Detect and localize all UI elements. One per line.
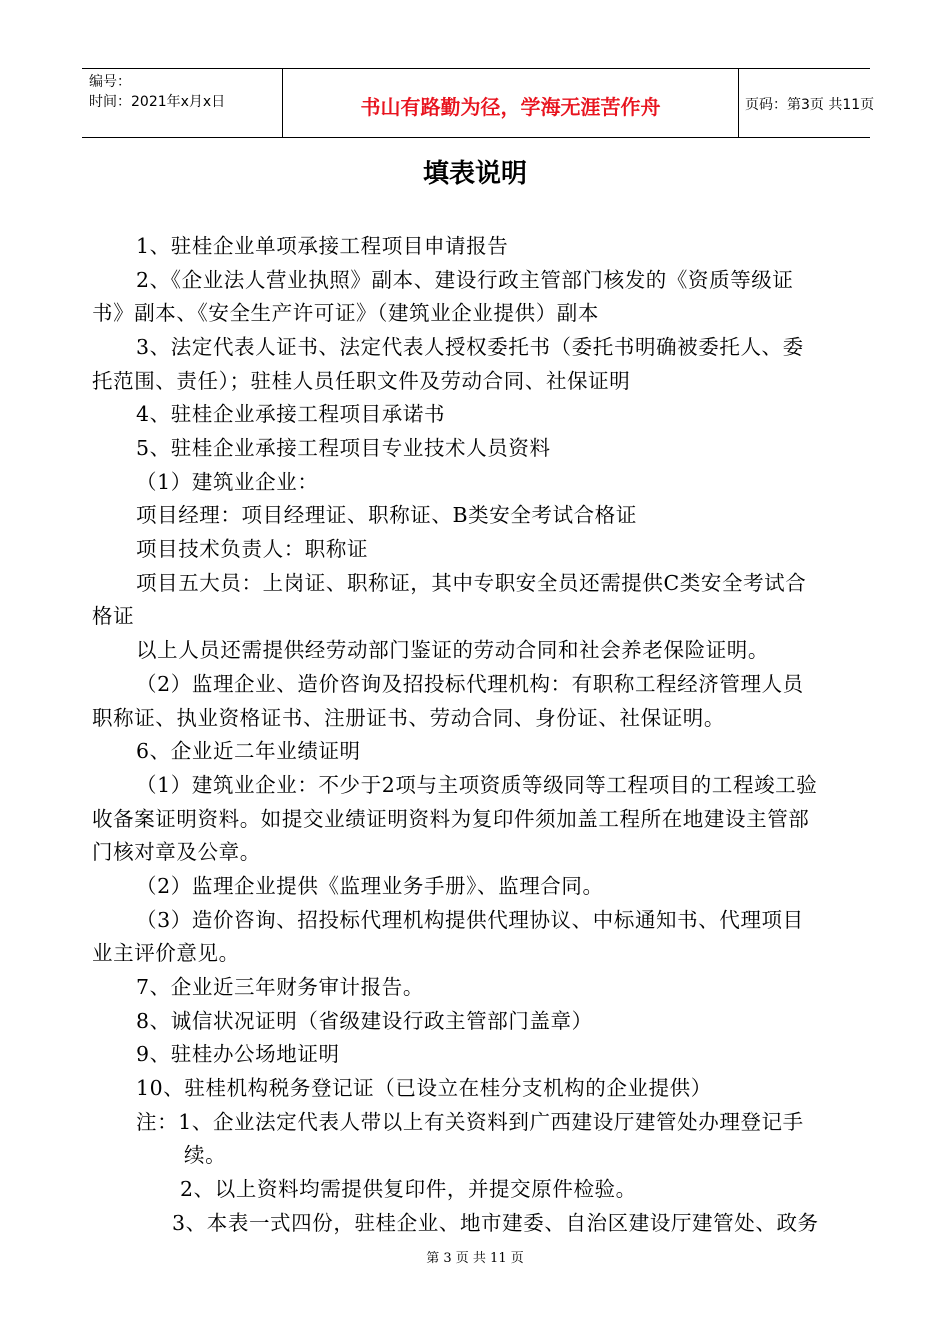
number-label: 编号：: [89, 74, 131, 90]
text-line: 6、企业近二年业绩证明: [136, 739, 361, 763]
text-line: 5、驻桂企业承接工程项目专业技术人员资料: [136, 436, 551, 460]
header-page-info: 页码：第3页 共11页: [745, 97, 875, 113]
text-line: （1）建筑业企业：: [136, 470, 319, 494]
text-line: 7、企业近三年财务审计报告。: [136, 975, 424, 999]
text-line: 2、《企业法人营业执照》副本、建设行政主管部门核发的《资质等级证: [136, 268, 794, 292]
text-line: 以上人员还需提供经劳动部门鉴证的劳动合同和社会养老保险证明。: [136, 638, 769, 662]
header-left-cell: [82, 69, 282, 137]
text-line: 收备案证明资料。如提交业绩证明资料为复印件须加盖工程所在地建设主管部: [92, 807, 810, 831]
header-middle-cell: [282, 69, 739, 137]
time-label: 时间：2021年x月x日: [89, 94, 226, 110]
text-line: 业主评价意见。: [92, 941, 240, 965]
text-line: （1）建筑业企业：不少于2项与主项资质等级同等工程项目的工程竣工验: [136, 773, 818, 797]
text-line: 项目技术负责人：职称证: [136, 537, 369, 561]
text-line: 3、本表一式四份，驻桂企业、地市建委、自治区建设厅建管处、政务: [172, 1211, 819, 1235]
text-line: 注：1、企业法定代表人带以上有关资料到广西建设厅建管处办理登记手: [136, 1110, 804, 1134]
text-line: （2）监理企业、造价咨询及招投标代理机构：有职称工程经济管理人员: [136, 672, 804, 696]
text-line: 职称证、执业资格证书、注册证书、劳动合同、身份证、社保证明。: [92, 706, 725, 730]
page-footer: 第 3 页 共 11 页: [426, 1251, 524, 1266]
text-line: 1、驻桂企业单项承接工程项目申请报告: [136, 234, 509, 258]
page-title: 填表说明: [422, 159, 527, 189]
text-line: 门核对章及公章。: [92, 840, 261, 864]
text-line: 项目五大员：上岗证、职称证，其中专职安全员还需提供C类安全考试合: [136, 571, 807, 595]
text-line: 8、诚信状况证明（省级建设行政主管部门盖章）: [136, 1009, 593, 1033]
text-line: 2、以上资料均需提供复印件，并提交原件检验。: [180, 1177, 637, 1201]
text-line: （3）造价咨询、招投标代理机构提供代理协议、中标通知书、代理项目: [136, 908, 804, 932]
text-line: 4、驻桂企业承接工程项目承诺书: [136, 402, 446, 426]
header-motto: 书山有路勤为径，学海无涯苦作舟: [360, 95, 661, 119]
header-right-cell: [737, 69, 875, 137]
text-line: （2）监理企业提供《监理业务手册》、监理合同。: [136, 874, 604, 898]
text-line: 9、驻桂办公场地证明: [136, 1042, 340, 1066]
text-line: 格证: [92, 604, 135, 628]
text-line: 3、法定代表人证书、法定代表人授权委托书（委托书明确被委托人、委: [136, 335, 804, 359]
text-line: 项目经理：项目经理证、职称证、B类安全考试合格证: [136, 503, 637, 527]
text-line: 10、驻桂机构税务登记证（已设立在桂分支机构的企业提供）: [136, 1076, 712, 1100]
text-line: 续。: [184, 1143, 227, 1167]
text-line: 托范围、责任）；驻桂人员任职文件及劳动合同、社保证明: [92, 369, 631, 393]
text-line: 书》副本、《安全生产许可证》（建筑业企业提供）副本: [92, 301, 599, 325]
page-header: [82, 68, 875, 138]
